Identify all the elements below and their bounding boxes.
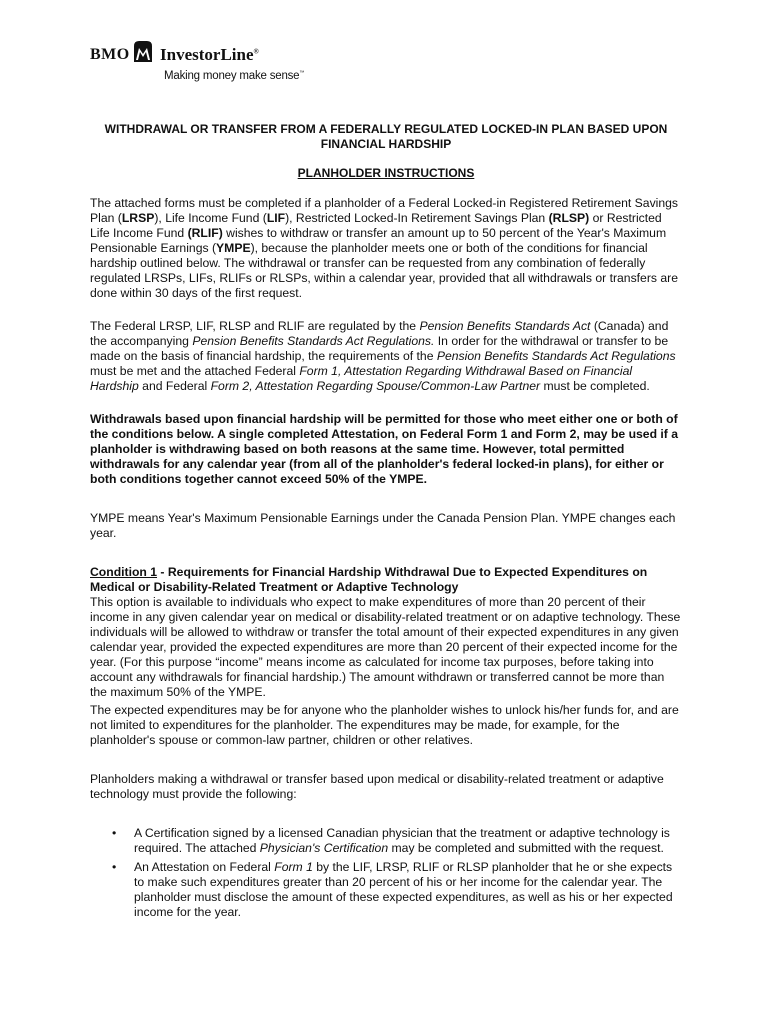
bmo-roundel-icon [132, 40, 154, 64]
condition-1-heading: Condition 1 - Requirements for Financial Hardship Withdrawal Due to Expected Expenditures on Medical or Disability-Related Treatment or Adaptive Technology [90, 565, 648, 594]
logo-tagline: Making money make sense™ [164, 70, 305, 82]
list-item: • An Attestation on Federal Form 1 by the LIF, LRSP, RLIF or RLSP planholder that he or she expects to make such expenditures greater than 20 percent of his or her income for the calendar year. The planholder must disclose the amount of these expected expenditures, as well as his or her expected income for the year. [134, 860, 682, 920]
hardship-notice: Withdrawals based upon financial hardship will be permitted for those who meet either one or both of the conditions below. A single completed Attestation, on Federal Form 1 and Form 2, may be used if a planholder is withdrawing based on both reasons at the same time. However, total permitted withdrawals for any calendar year (from all of the planholder's federal locked-in plans), for either or both conditions together cannot exceed 50% of the YMPE. [90, 412, 679, 486]
condition-1-expenditures: The expected expenditures may be for anyone who the planholder wishes to unlock his/her funds for, and are not limited to expenditures for the planholder. The expenditures may be made, for example, for the planholder's spouse or common-law partner, children or other relatives. [90, 703, 679, 747]
logo-product: InvestorLine® [160, 45, 259, 64]
list-item: • A Certification signed by a licensed Canadian physician that the treatment or adaptive technology is required. The attached Physician's Certification may be completed and submitted with the request. [134, 826, 682, 856]
document-body [90, 122, 682, 924]
condition-1-paragraph: This option is available to individuals who expect to make expenditures of more than 20 percent of their income in any given calendar year on medical or disability-related treatment or on adaptive technology. These individuals will be allowed to withdraw or transfer the total amount of their expected expenditures in any given calendar year, provided the expected expenditures are more than 20 percent of their expected income for the year. (For this purpose “income” means income as calculated for income tax purposes, before taking into account any withdrawals for financial hardship.) The amount withdrawn or transferred cannot be more than the maximum 50% of the YMPE. [90, 595, 681, 699]
bmo-investorline-logo [90, 40, 330, 90]
requirements-list [90, 826, 682, 920]
logo-brand: BMO [90, 46, 130, 63]
ympe-definition: YMPE means Year's Maximum Pensionable Earnings under the Canada Pension Plan. YMPE changes each year. [90, 511, 676, 540]
regulation-paragraph: The Federal LRSP, LIF, RLSP and RLIF are regulated by the Pension Benefits Standards Act (Canada) and the accompanying Pension Benefits Standards Act Regulations. In order for the withdrawal or transfer to be made on the basis of financial hardship, the requirements of the Pension Benefits Standards Act Regulations must be met and the attached Federal Form 1, Attestation Regarding Withdrawal Based on Financial Hardship and Federal Form 2, Attestation Regarding Spouse/Common-Law Partner must be completed. [90, 319, 676, 393]
condition-1-requirements: Planholders making a withdrawal or transfer based upon medical or disability-related treatment or adaptive technology must provide the following: [90, 772, 664, 801]
page-subtitle: PLANHOLDER INSTRUCTIONS [297, 166, 475, 180]
intro-paragraph: The attached forms must be completed if a planholder of a Federal Locked-in Registered Retirement Savings Plan (LRSP), Life Income Fund (LIF), Restricted Locked-In Retirement Savings Plan (RLSP) or Restricted Life Income Fund (RLIF) wishes to withdraw or transfer an amount up to 50 percent of the Year's Maximum Pensionable Earnings (YMPE), because the planholder meets one or both of the conditions for financial hardship outlined below. The withdrawal or transfer can be requested from any combination of federally regulated LRSPs, LIFs, RLIFs or RLSPs, within a calendar year, provided that all withdrawals or transfers are done within 30 days of the first request. [90, 196, 679, 300]
page-title: WITHDRAWAL OR TRANSFER FROM A FEDERALLY REGULATED LOCKED-IN PLAN BASED UPON FINANCIAL HARDSHIP [104, 122, 668, 151]
